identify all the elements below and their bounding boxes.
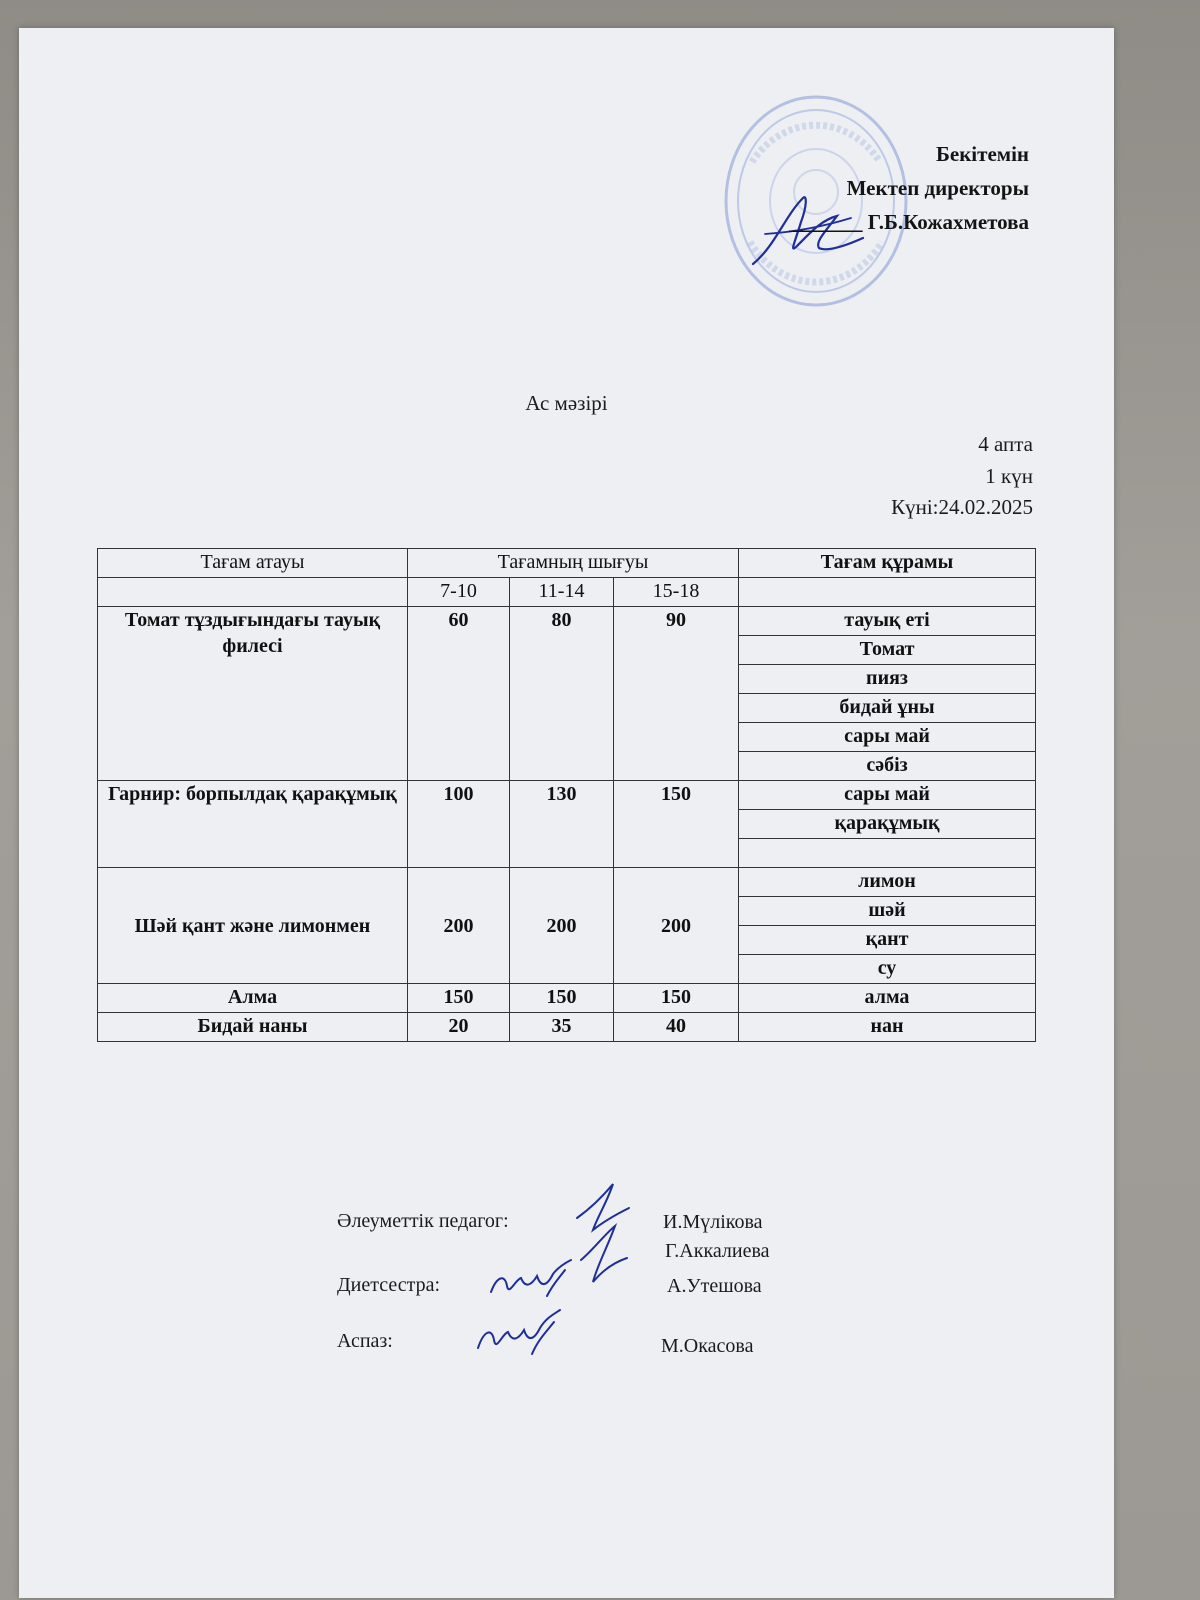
approval-director-name: _______ Г.Б.Кожахметова [789,210,1029,234]
ingredient: шәй [739,897,1036,926]
nurse-role: Диетсестра: [337,1274,440,1296]
header-output: Тағамның шығуы [408,549,739,578]
dish-name: Бидай наны [98,1013,408,1042]
nurse-name: А.Утешова [667,1275,762,1297]
ingredient: су [739,955,1036,984]
week-label: 4 апта [978,432,1033,456]
table-row [98,868,1036,897]
dish-portion: 150 [408,984,510,1013]
ingredient: пияз [739,665,1036,694]
ingredient: тауық еті [739,607,1036,636]
dish-name: Гарнир: борпылдақ қарақұмық [98,781,408,868]
nurse-signature [487,1256,577,1306]
age-group: 7-10 [408,578,510,607]
dish-portion: 40 [614,1013,739,1042]
header-composition: Тағам құрамы [739,549,1036,578]
ingredient: қант [739,926,1036,955]
ingredient: сары май [739,723,1036,752]
cook-signature [474,1306,564,1361]
approval-position: Мектеп директоры [846,176,1029,200]
ingredient [739,839,1036,868]
dish-portion: 200 [614,868,739,984]
social-pedagogue-name: И.Мүлікова [663,1211,763,1233]
ingredient: сәбіз [739,752,1036,781]
header-empty [739,578,1036,607]
ingredient: нан [739,1013,1036,1042]
dish-portion: 80 [510,607,614,781]
dish-portion: 20 [408,1013,510,1042]
dish-portion: 200 [408,868,510,984]
dish-portion: 100 [408,781,510,868]
ingredient: лимон [739,868,1036,897]
dish-portion: 130 [510,781,614,868]
age-group: 15-18 [614,578,739,607]
date-label: Күні:24.02.2025 [891,495,1033,519]
dish-portion: 150 [614,781,739,868]
dish-portion: 60 [408,607,510,781]
ingredient: алма [739,984,1036,1013]
dish-portion: 35 [510,1013,614,1042]
cook-role: Аспаз: [337,1330,393,1352]
dish-portion: 150 [510,984,614,1013]
day-label: 1 күн [985,464,1033,488]
table-row [98,1013,1036,1042]
menu-table [97,548,1036,1042]
social-pedagogue-name: Г.Аккалиева [665,1240,770,1262]
dish-portion: 200 [510,868,614,984]
table-row [98,984,1036,1013]
table-row [98,607,1036,636]
age-group: 11-14 [510,578,614,607]
menu-body [98,607,1036,1042]
ingredient: бидай ұны [739,694,1036,723]
header-empty [98,578,408,607]
social-pedagogue-role: Әлеуметтік педагог: [337,1210,509,1232]
dish-name: Томат тұздығындағы тауық филесі [98,607,408,781]
ingredient: Томат [739,636,1036,665]
ingredient: сары май [739,781,1036,810]
dish-portion: 90 [614,607,739,781]
header-dish-name: Тағам атауы [98,549,408,578]
page-title: Ас мәзірі [525,391,608,415]
dish-portion: 150 [614,984,739,1013]
table-row [98,781,1036,810]
menu-document [19,28,1114,1598]
social-pedagogue-signature [567,1178,637,1288]
cook-name: М.Окасова [661,1335,754,1357]
approval-block [789,137,1029,239]
approval-title: Бекітемін [935,142,1029,166]
dish-name: Шәй қант және лимонмен [98,868,408,984]
dish-name: Алма [98,984,408,1013]
ingredient: қарақұмық [739,810,1036,839]
